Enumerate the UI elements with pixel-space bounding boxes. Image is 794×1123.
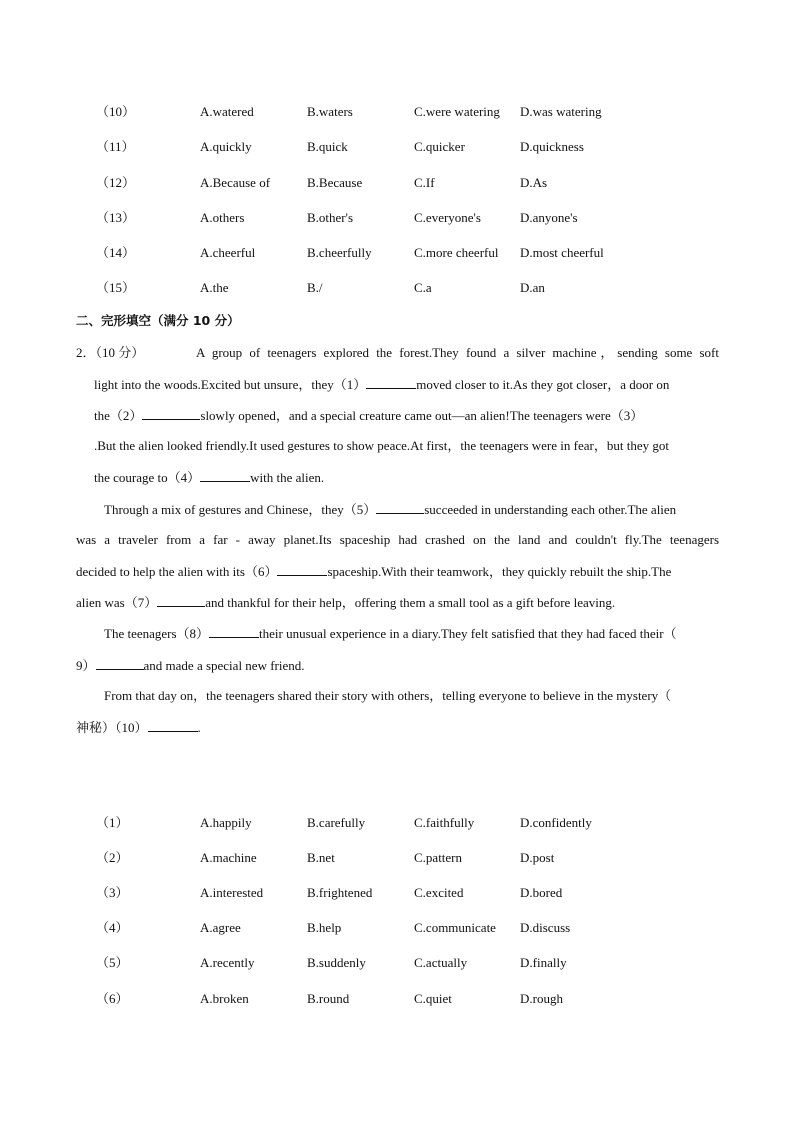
option-a[interactable]: A.others: [200, 210, 245, 225]
passage-text: 神秘）（10）: [76, 720, 148, 735]
option-a[interactable]: A.the: [200, 280, 229, 295]
blank-4[interactable]: [200, 467, 250, 482]
option-d[interactable]: D.discuss: [520, 920, 571, 935]
option-row-14: [0, 243, 794, 263]
option-d[interactable]: D.anyone's: [520, 210, 578, 225]
blank-8[interactable]: [209, 623, 259, 638]
question-number: （3）: [96, 885, 129, 900]
passage-line: [94, 374, 669, 394]
option-b[interactable]: B.Because: [307, 175, 363, 190]
option-b[interactable]: B.carefully: [307, 815, 366, 830]
blank-9[interactable]: [96, 655, 144, 670]
blank-1[interactable]: [366, 374, 416, 389]
passage-text: Through a mix of gestures and Chinese，they（5）: [104, 502, 377, 517]
option-a[interactable]: A.happily: [200, 815, 252, 830]
option-row-1: [0, 813, 794, 833]
option-c[interactable]: C.quicker: [414, 139, 465, 154]
option-d[interactable]: D.As: [520, 175, 548, 190]
option-c[interactable]: C.faithfully: [414, 815, 475, 830]
option-d[interactable]: D.finally: [520, 955, 567, 970]
option-a[interactable]: A.recently: [200, 955, 255, 970]
option-b[interactable]: B.help: [307, 920, 342, 935]
question-label: 2．（10 分）: [76, 345, 145, 360]
option-c[interactable]: C.communicate: [414, 920, 496, 935]
option-b[interactable]: B./: [307, 280, 323, 295]
passage-line: [76, 592, 615, 612]
option-row-13: [0, 208, 794, 228]
option-d[interactable]: D.most cheerful: [520, 245, 604, 260]
passage-text: moved closer to it.As they got closer，a door on: [416, 377, 670, 392]
option-b[interactable]: B.other's: [307, 210, 354, 225]
passage-line: [76, 717, 201, 737]
option-b[interactable]: B.waters: [307, 104, 353, 119]
passage-text: light into the woods.Excited but unsure，they（1）: [94, 377, 367, 392]
option-c[interactable]: C.quiet: [414, 991, 452, 1006]
option-c[interactable]: C.were watering: [414, 104, 500, 119]
passage-text: decided to help the alien with its（6）: [76, 564, 278, 579]
option-c[interactable]: C.excited: [414, 885, 464, 900]
option-a[interactable]: A.cheerful: [200, 245, 256, 260]
option-c[interactable]: C.actually: [414, 955, 468, 970]
option-row-2: [0, 848, 794, 868]
question-number: （2）: [96, 850, 129, 865]
passage-text: and made a special new friend.: [143, 658, 305, 673]
passage-text: The teenagers（8）: [104, 626, 210, 641]
option-a[interactable]: A.Because of: [200, 175, 271, 190]
option-d[interactable]: D.quickness: [520, 139, 584, 154]
option-row-12: [0, 173, 794, 193]
blank-2[interactable]: [142, 405, 200, 420]
question-number: （1）: [96, 815, 129, 830]
option-row-10: [0, 102, 794, 122]
question-number: （12）: [96, 175, 136, 190]
blank-6[interactable]: [277, 561, 327, 576]
passage-line: [76, 561, 671, 581]
passage-line: .But the alien looked friendly.It used gestures to show peace.At first，the teenagers were in fear，but they got: [94, 438, 669, 453]
question-number: （5）: [96, 955, 129, 970]
blank-10[interactable]: [148, 717, 198, 732]
passage-text: the（2）: [94, 408, 143, 423]
passage-line: [94, 467, 324, 487]
option-c[interactable]: C.a: [414, 280, 432, 295]
option-b[interactable]: B.net: [307, 850, 335, 865]
passage-text: spaceship.With their teamwork，they quickly rebuilt the ship.The: [327, 564, 672, 579]
passage-line: [104, 623, 677, 643]
option-row-4: [0, 918, 794, 938]
passage-line: From that day on，the teenagers shared their story with others，telling everyone to believe in the mystery（: [104, 688, 672, 703]
passage-text: the courage to（4）: [94, 470, 201, 485]
passage-line: was a traveler from a far - away planet.Its spaceship had crashed on the land and couldn't fly.The teenagers: [76, 532, 719, 547]
option-d[interactable]: D.bored: [520, 885, 563, 900]
passage-text: succeeded in understanding each other.The alien: [424, 502, 677, 517]
option-row-5: [0, 953, 794, 973]
option-b[interactable]: B.frightened: [307, 885, 373, 900]
passage-text: .: [197, 720, 201, 735]
passage-text: their unusual experience in a diary.They felt satisfied that they had faced their（: [259, 626, 677, 641]
option-c[interactable]: C.pattern: [414, 850, 463, 865]
passage-text: and thankful for their help，offering them a small tool as a gift before leaving.: [205, 595, 616, 610]
option-row-15: [0, 278, 794, 298]
passage-text: with the alien.: [250, 470, 325, 485]
option-c[interactable]: C.more cheerful: [414, 245, 499, 260]
option-d[interactable]: D.an: [520, 280, 545, 295]
passage-text: slowly opened，and a special creature came out—an alien!The teenagers were（3）: [200, 408, 644, 423]
question-number: （13）: [96, 210, 136, 225]
question-number: （14）: [96, 245, 136, 260]
option-d[interactable]: D.rough: [520, 991, 563, 1006]
option-c[interactable]: C.everyone's: [414, 210, 481, 225]
option-a[interactable]: A.watered: [200, 104, 254, 119]
option-a[interactable]: A.broken: [200, 991, 249, 1006]
passage-text: 9）: [76, 658, 96, 673]
option-d[interactable]: D.confidently: [520, 815, 592, 830]
question-number: （15）: [96, 280, 136, 295]
option-d[interactable]: D.was watering: [520, 104, 602, 119]
option-row-11: [0, 137, 794, 157]
option-a[interactable]: A.machine: [200, 850, 257, 865]
option-b[interactable]: B.cheerfully: [307, 245, 372, 260]
option-b[interactable]: B.suddenly: [307, 955, 366, 970]
option-b[interactable]: B.quick: [307, 139, 348, 154]
option-d[interactable]: D.post: [520, 850, 555, 865]
option-a[interactable]: A.quickly: [200, 139, 252, 154]
option-row-6: [0, 989, 794, 1009]
question-number: （11）: [96, 139, 135, 154]
blank-5[interactable]: [376, 499, 424, 514]
question-number: （6）: [96, 991, 129, 1006]
passage-line: [76, 655, 305, 675]
passage-line: [104, 499, 676, 519]
passage-line: [94, 405, 643, 425]
option-b[interactable]: B.round: [307, 991, 350, 1006]
option-a[interactable]: A.interested: [200, 885, 264, 900]
option-row-3: [0, 883, 794, 903]
question-number: （4）: [96, 920, 129, 935]
option-a[interactable]: A.agree: [200, 920, 241, 935]
section-title: 二、完形填空（满分 10 分）: [76, 313, 240, 328]
option-c[interactable]: C.If: [414, 175, 435, 190]
passage-text: alien was（7）: [76, 595, 158, 610]
question-number: （10）: [96, 104, 136, 119]
passage-line: A group of teenagers explored the forest.They found a silver machine，sending some soft: [196, 345, 719, 360]
blank-7[interactable]: [157, 592, 205, 607]
